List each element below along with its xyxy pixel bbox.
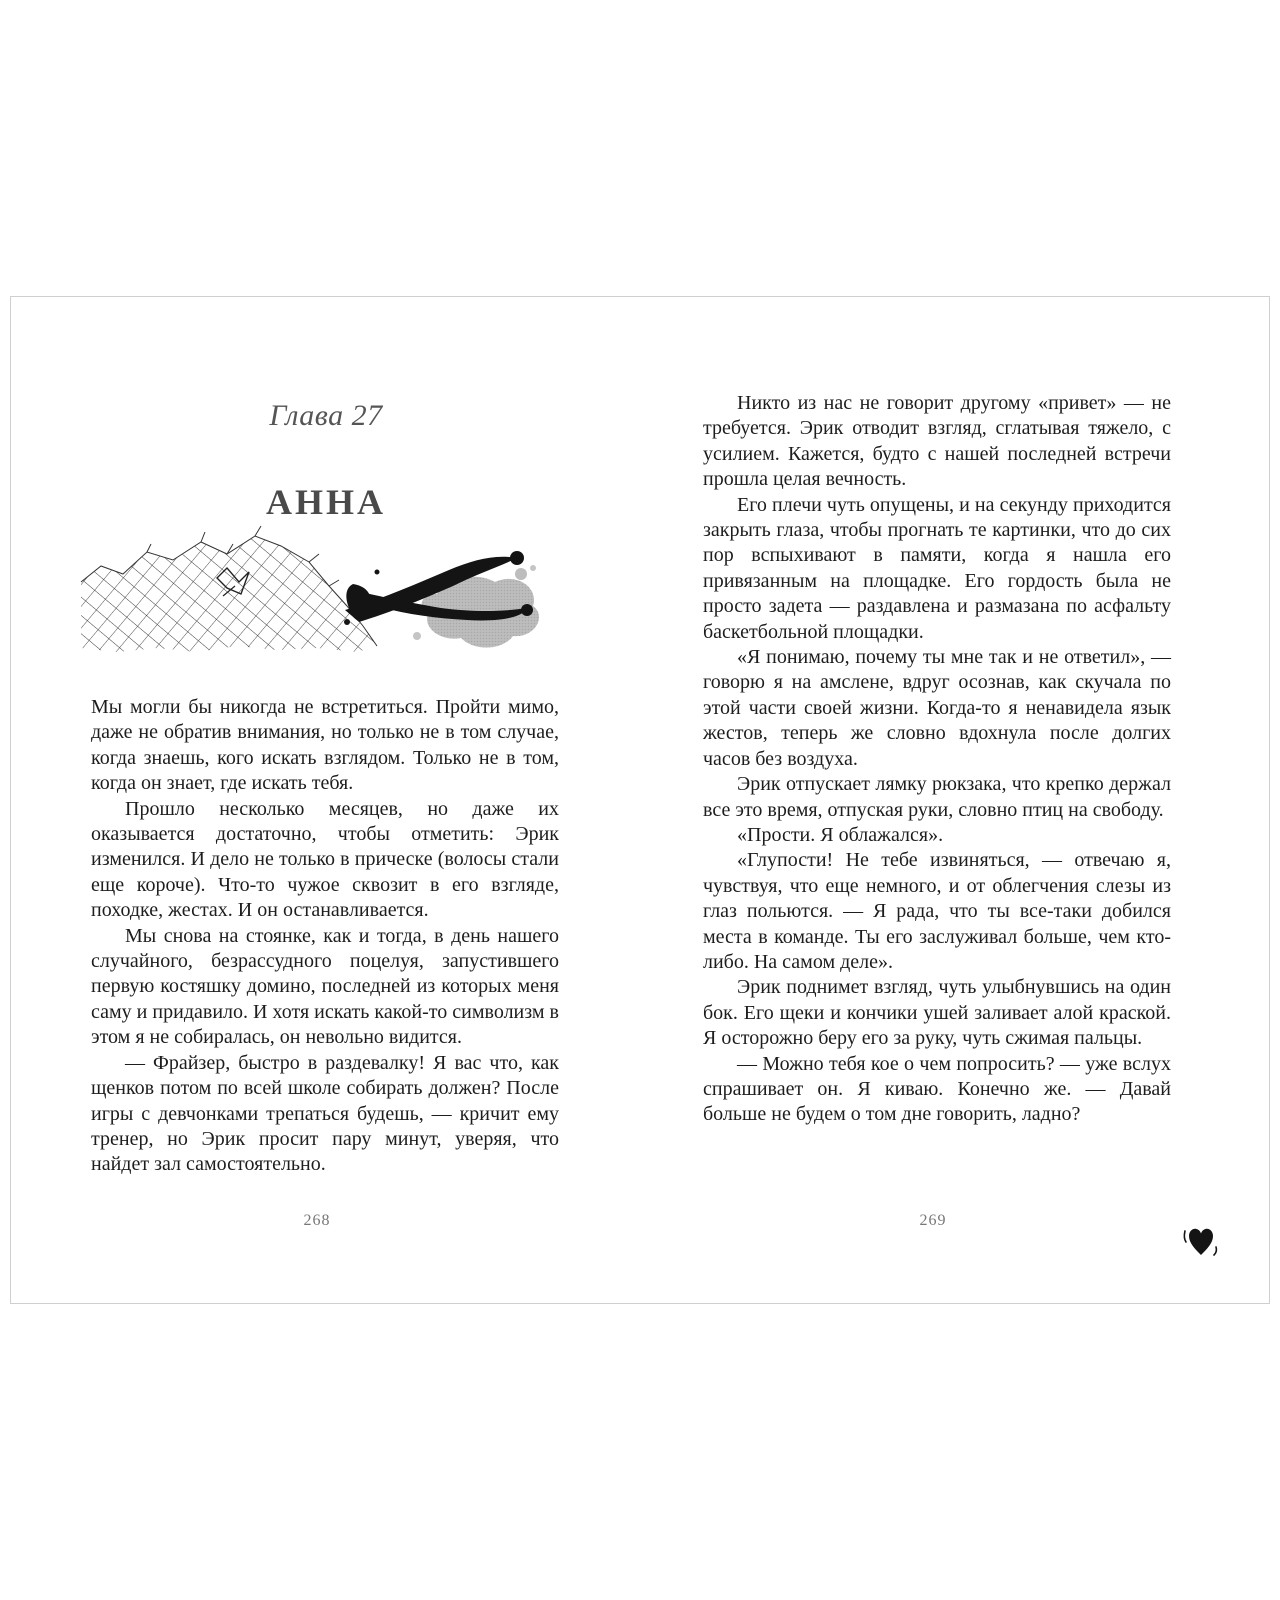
page-number-left: 268 xyxy=(303,1212,331,1229)
torn-fence-ink-x-illustration xyxy=(77,502,547,652)
paragraph: — Фрайзер, быстро в раздевалку! Я вас что, как щенков потом по всей школе собирать должен? После игры с девчонками трепаться будешь, — кричит ему тренер, но Эрик просит пару минут, уверяя, что найдет зал самостоятельно. xyxy=(91,1051,559,1176)
paragraph: Мы могли бы никогда не встретиться. Пройти мимо, даже не обратив внимания, но только не в том случае, когда знаешь, кого искать взглядом. Только не в том, когда он знает, где искать тебя. xyxy=(91,696,559,795)
paragraph: Эрик отпускает лямку рюкзака, что крепко держал все это время, отпуская руки, словно птиц на свободу. xyxy=(703,773,1171,821)
chapter-label: Глава 27 xyxy=(269,399,383,432)
page-number-right: 269 xyxy=(919,1212,947,1229)
paragraph: Никто из нас не говорит другому «привет» — не требуется. Эрик отводит взгляд, сглатывая тяжело, с усилием. Кажется, будто с нашей последней встречи прошла целая вечность. xyxy=(703,392,1171,491)
book-spread xyxy=(10,296,1270,1304)
paragraph: Его плечи чуть опущены, и на секунду приходится закрыть глаза, чтобы прогнать те картинки, что до сих пор вспыхивают в памяти, когда я нашла его привязанным на площадке. Его гордость была не просто задета — раздавлена и размазана по асфальту баскетбольной площадки. xyxy=(703,493,1171,643)
paragraph: Эрик поднимет взгляд, чуть улыбнувшись на один бок. Его щеки и кончики ушей заливает алой краской. Я осторожно беру его за руку, чуть сжимая пальцы. xyxy=(703,976,1171,1050)
paragraph: — Можно тебя кое о чем попросить? — уже вслух спрашивает он. Я киваю. Конечно же. — Давай больше не будем о том дне говорить, ладно? xyxy=(703,1052,1171,1126)
paragraph: Мы снова на стоянке, как и тогда, в день нашего случайного, безрассудного поцелуя, запустившего первую костяшку домино, последней из которых меня саму и придавило. И хотя искать какой-то символизм в этом я не собиралась, он невольно видится. xyxy=(91,924,559,1049)
right-page-text xyxy=(703,391,1171,1128)
chapter-title: АННА xyxy=(266,482,386,522)
paragraph: «Я понимаю, почему ты мне так и не ответил», — говорю я на амслене, вдруг осознав, как скучала по этой части своей жизни. Когда-то я ненавидела язык жестов, теперь же словно вдохнула после долгих часов без воздуха. xyxy=(703,646,1171,770)
chain-link-fence xyxy=(77,522,387,652)
right-page xyxy=(641,297,1271,1303)
left-page xyxy=(11,297,641,1303)
paragraph: Прошло несколько месяцев, но даже их оказывается достаточно, чтобы отметить: Эрик изменился. И дело не только в прическе (волосы стали еще короче). Что-то чужое сквозит в его взгляде, походке, жестах. И он останавливается. xyxy=(91,797,559,922)
paragraph: «Глупости! Не тебе извиняться, — отвечаю я, чувствуя, что еще немного, и от облегчения слезы из глаз польются. — Я рада, что ты все-таки добился места в команде. Ты его заслуживал больше, чем кто-либо. На самом деле». xyxy=(703,849,1171,973)
heart-icon xyxy=(1181,1223,1221,1259)
left-page-text xyxy=(91,695,559,1178)
paragraph: «Прости. Я облажался». xyxy=(737,823,944,846)
